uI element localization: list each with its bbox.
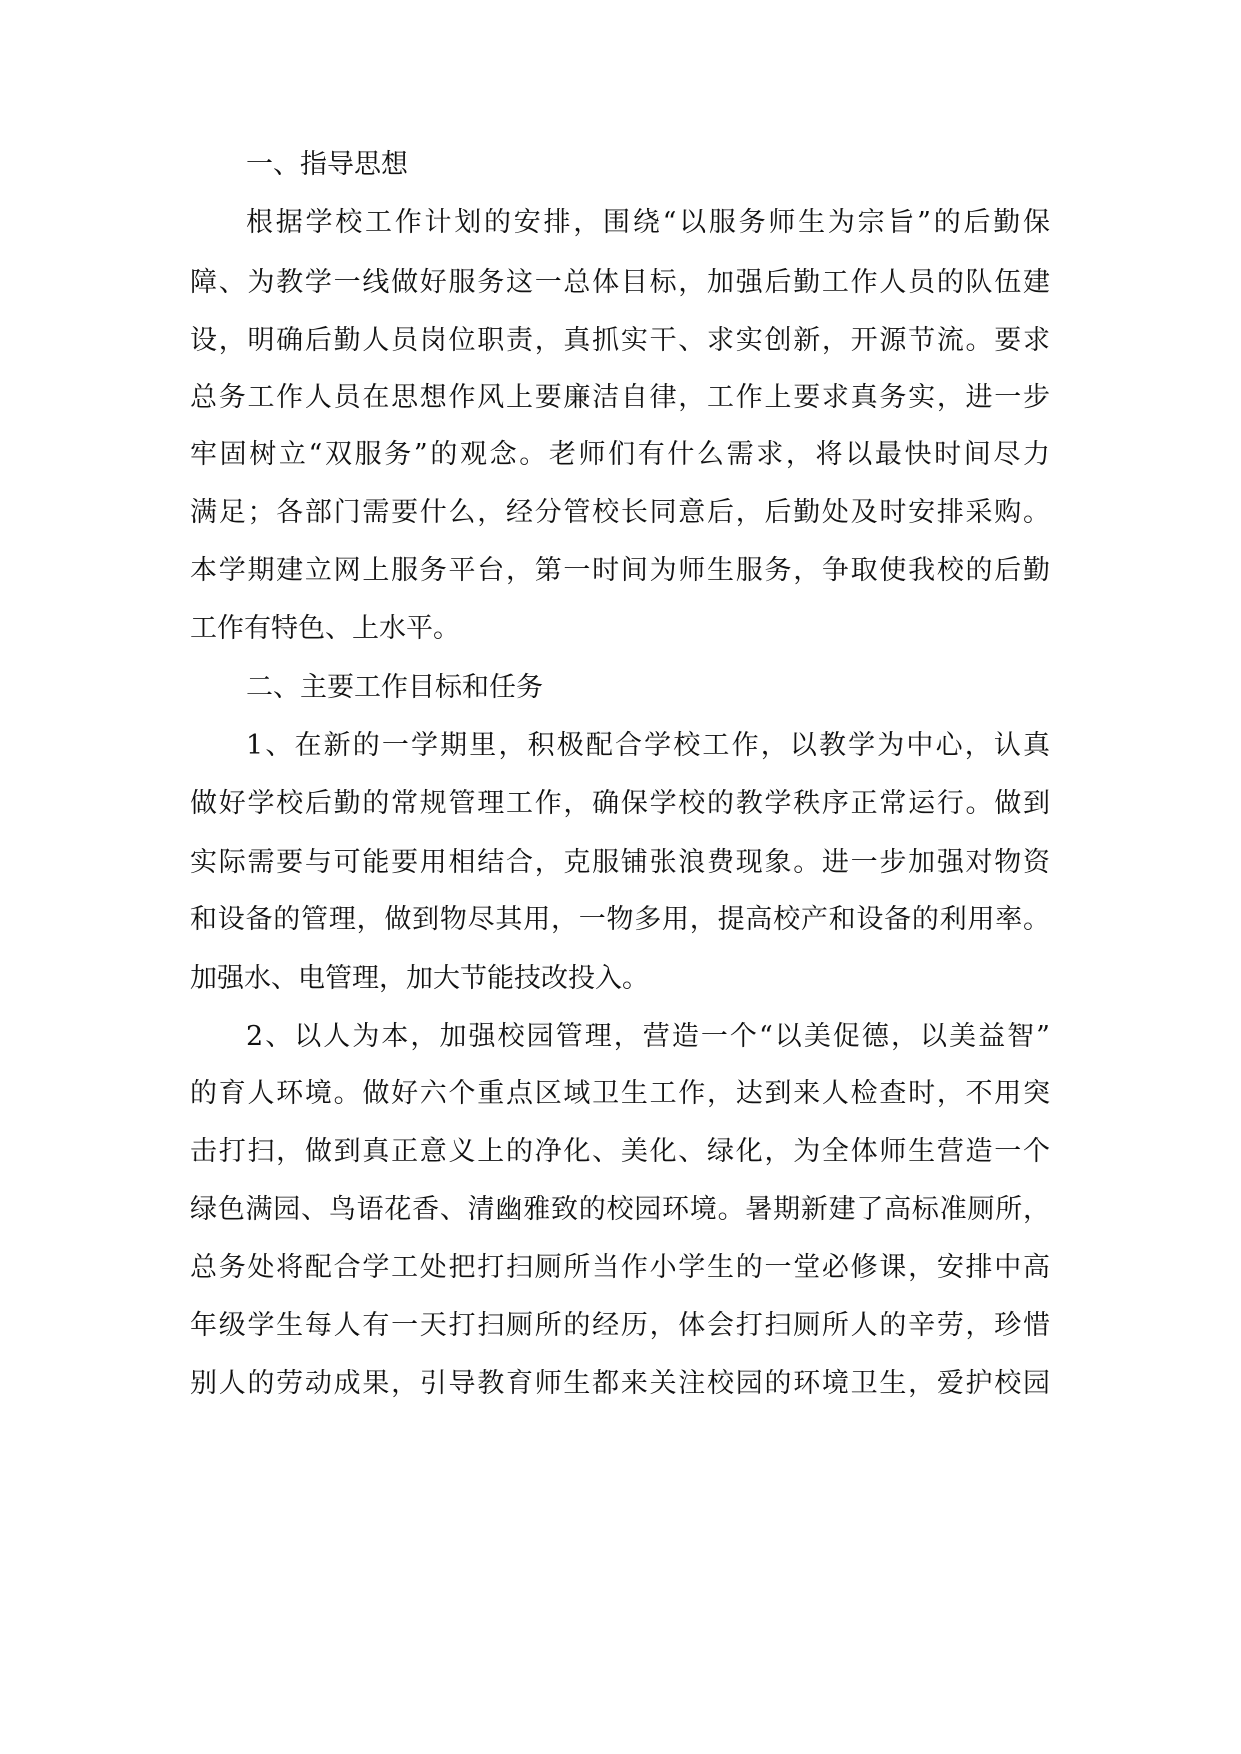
paragraph-line: 满足；各部门需要什么，经分管校长同意后，后勤处及时安排采购。 [190,497,1050,528]
paragraph-line: 本学期建立网上服务平台，第一时间为师生服务，争取使我校的后勤 [190,555,1050,586]
paragraph-line: 击打扫，做到真正意义上的净化、美化、绿化，为全体师生营造一个 [190,1136,1050,1167]
paragraph-line: 2、以人为本，加强校园管理，营造一个“以美促德，以美益智” [246,1021,1050,1052]
paragraph-line: 做好学校后勤的常规管理工作，确保学校的教学秩序正常运行。做到 [190,788,1050,819]
paragraph-line: 年级学生每人有一天打扫厕所的经历，体会打扫厕所人的辛劳，珍惜 [190,1310,1050,1341]
paragraph-line: 根据学校工作计划的安排，围绕“以服务师生为宗旨”的后勤保 [246,207,1050,238]
paragraph-line: 别人的劳动成果，引导教育师生都来关注校园的环境卫生，爱护校园 [190,1368,1050,1399]
paragraph-line: 障、为教学一线做好服务这一总体目标，加强后勤工作人员的队伍建 [190,267,1050,298]
paragraph-line: 1、在新的一学期里，积极配合学校工作，以教学为中心，认真 [246,730,1050,761]
paragraph-line: 和设备的管理，做到物尽其用，一物多用，提高校产和设备的利用率。 [190,904,1050,935]
paragraph-line: 总务工作人员在思想作风上要廉洁自律，工作上要求真务实，进一步 [190,382,1050,413]
paragraph-line: 实际需要与可能要用相结合，克服铺张浪费现象。进一步加强对物资 [190,847,1050,878]
paragraph-line: 总务处将配合学工处把打扫厕所当作小学生的一堂必修课，安排中高 [190,1252,1050,1283]
paragraph-line: 的育人环境。做好六个重点区域卫生工作，达到来人检查时，不用突 [190,1078,1050,1109]
paragraph-line: 加强水、电管理，加大节能技改投入。 [190,963,649,994]
paragraph-line: 牢固树立“双服务”的观念。老师们有什么需求，将以最快时间尽力 [190,439,1050,470]
paragraph-line: 绿色满园、鸟语花香、清幽雅致的校园环境。暑期新建了高标准厕所， [190,1194,1050,1225]
section-heading-guiding-ideology: 一、指导思想 [246,149,408,180]
section-heading-main-goals: 二、主要工作目标和任务 [246,672,543,703]
paragraph-line: 工作有特色、上水平。 [190,613,460,644]
paragraph-line: 设，明确后勤人员岗位职责，真抓实干、求实创新，开源节流。要求 [190,325,1050,356]
